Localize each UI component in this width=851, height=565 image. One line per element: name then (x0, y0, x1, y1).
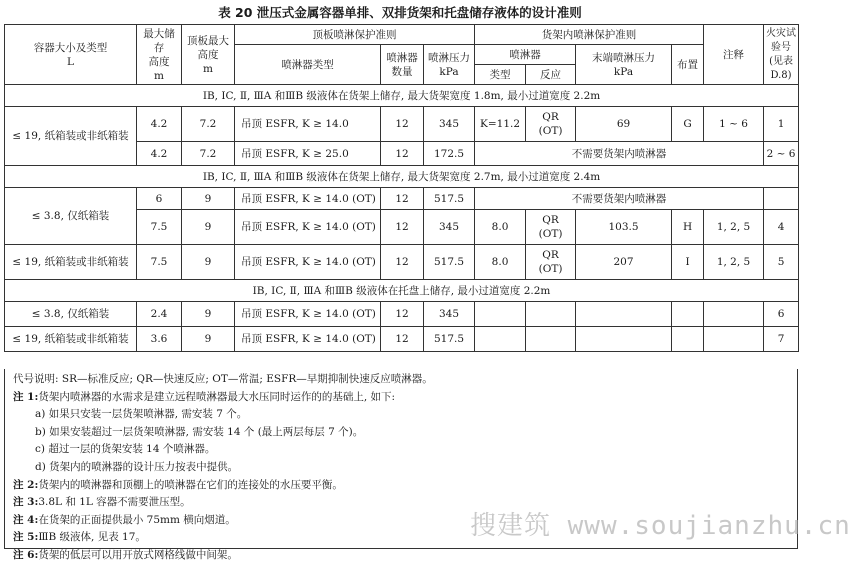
cell-sprinkler-type: 吊顶 ESFR, K ≥ 14.0 (OT) (235, 302, 381, 327)
cell-notes: 1, 2, 5 (704, 210, 764, 245)
cell-sprinkler-type: 吊顶 ESFR, K ≥ 14.0 (235, 107, 381, 142)
cell-layout (672, 327, 704, 352)
cell-height: 4.2 (137, 142, 182, 166)
cell-test: 6 (764, 302, 799, 327)
cell-rack-response (526, 302, 576, 327)
cell-height: 4.2 (137, 107, 182, 142)
cell-layout: I (672, 245, 704, 280)
cell-count: 12 (381, 327, 424, 352)
cell-rack-response: QR (OT) (526, 245, 576, 280)
cell-pressure: 345 (424, 302, 475, 327)
cell-rack-response (526, 327, 576, 352)
cell-height: 2.4 (137, 302, 182, 327)
note-label: 注 4: (13, 513, 39, 526)
cell-sprinkler-type: 吊顶 ESFR, K ≥ 14.0 (OT) (235, 188, 381, 210)
cell-layout (672, 302, 704, 327)
container-cell: ≤ 19, 纸箱装或非纸箱装 (5, 327, 137, 352)
header-rack-sprinkler: 喷淋器 (475, 45, 576, 65)
legend-note: 代号说明: SR—标准反应; QR—快速反应; OT—常温; ESFR—早期抑制快速反应喷淋器。 (13, 373, 433, 385)
cell-pressure: 345 (424, 107, 475, 142)
section-row-pallet: ⅠB, ⅠC, Ⅱ, ⅢA 和ⅢB 级液体在托盘上储存, 最小过道宽度 2.2m (5, 280, 799, 302)
cell-rack-type: 8.0 (475, 245, 526, 280)
design-criteria-table (4, 24, 799, 352)
header-rack-response: 反应 (526, 65, 576, 85)
table-row (5, 327, 799, 352)
cell-test: 7 (764, 327, 799, 352)
table-row (5, 302, 799, 327)
cell-end-pressure: 103.5 (576, 210, 672, 245)
note-label: 注 6: (13, 548, 39, 561)
cell-pressure: 517.5 (424, 327, 475, 352)
container-cell: ≤ 3.8, 仅纸箱装 (5, 188, 137, 245)
table-title: 表 20 泄压式金属容器单排、双排货架和托盘储存液体的设计准则 (218, 5, 582, 20)
header-notes: 注释 (704, 25, 764, 85)
header-rack-group: 货架内喷淋保护准则 (475, 25, 704, 45)
cell-height: 3.6 (137, 327, 182, 352)
cell-end-pressure (576, 302, 672, 327)
cell-notes: 1, 2, 5 (704, 245, 764, 280)
header-rack-type: 类型 (475, 65, 526, 85)
cell-test: 5 (764, 245, 799, 280)
cell-count: 12 (381, 142, 424, 166)
cell-test: 1 (764, 107, 799, 142)
cell-ceiling: 9 (182, 302, 235, 327)
note-text: 货架内的喷淋器和顶棚上的喷淋器在它们的连接处的水压要平衡。 (38, 478, 343, 491)
header-sprinkler-type: 喷淋器类型 (235, 45, 381, 85)
cell-end-pressure (576, 327, 672, 352)
section-row-rack-2-7m: ⅠB, ⅠC, Ⅱ, ⅢA 和ⅢB 级液体在货架上储存, 最大货架宽度 2.7m, 最小过道宽度 2.4m (5, 166, 799, 188)
header-ceiling-group: 顶板喷淋保护准则 (235, 25, 475, 45)
cell-notes (704, 302, 764, 327)
header-sprinkler-pressure: 喷淋压力 kPa (424, 45, 475, 85)
table-row (5, 245, 799, 280)
cell-rack-response: QR (OT) (526, 210, 576, 245)
cell-rack-response: QR (OT) (526, 107, 576, 142)
header-fire-test: 火灾试验号 (见表 D.8) (764, 25, 799, 85)
cell-sprinkler-type: 吊顶 ESFR, K ≥ 14.0 (OT) (235, 245, 381, 280)
note-text: 货架的低层可以用开放式网格线做中间架。 (38, 548, 238, 561)
header-container: 容器大小及类型 L (5, 25, 137, 85)
cell-sprinkler-type: 吊顶 ESFR, K ≥ 25.0 (235, 142, 381, 166)
cell-layout: H (672, 210, 704, 245)
cell-ceiling: 9 (182, 210, 235, 245)
cell-rack-type: 8.0 (475, 210, 526, 245)
note-1d: d) 货架内的喷淋器的设计压力按表中提供。 (35, 460, 239, 473)
cell-end-pressure: 69 (576, 107, 672, 142)
cell-rack-type (475, 327, 526, 352)
cell-height: 6 (137, 188, 182, 210)
cell-rack-type: K=11.2 (475, 107, 526, 142)
cell-notes: 2 ~ 6 (764, 142, 799, 166)
cell-rack-type (475, 302, 526, 327)
cell-ceiling: 7.2 (182, 142, 235, 166)
header-end-pressure: 末端喷淋压力 kPa (576, 45, 672, 85)
cell-pressure: 517.5 (424, 188, 475, 210)
cell-pressure: 517.5 (424, 245, 475, 280)
cell-pressure: 172.5 (424, 142, 475, 166)
cell-rack-none: 不需要货架内喷淋器 (475, 142, 764, 166)
cell-notes: 1 ~ 6 (704, 107, 764, 142)
watermark: 搜建筑 www.soujianzhu.cn (470, 511, 851, 541)
cell-count: 12 (381, 107, 424, 142)
cell-height: 7.5 (137, 210, 182, 245)
note-text: 3.8L 和 1L 容器不需要泄压型。 (38, 496, 191, 509)
cell-rack-none: 不需要货架内喷淋器 (475, 188, 764, 210)
note-2 (13, 477, 789, 495)
note-1a: a) 如果只安装一层货架喷淋器, 需安装 7 个。 (35, 408, 248, 421)
cell-notes (764, 188, 799, 210)
cell-sprinkler-type: 吊顶 ESFR, K ≥ 14.0 (OT) (235, 210, 381, 245)
note-6 (13, 547, 789, 565)
note-text: 在货架的正面提供最小 75mm 横向烟道。 (38, 513, 236, 526)
cell-end-pressure: 207 (576, 245, 672, 280)
note-label: 注 5: (13, 531, 39, 544)
note-label: 注 3: (13, 496, 39, 509)
header-sprinkler-count: 喷淋器 数量 (381, 45, 424, 85)
container-cell: ≤ 19, 纸箱装或非纸箱装 (5, 107, 137, 166)
header-layout: 布置 (672, 45, 704, 85)
note-1c: c) 超过一层的货架安装 14 个喷淋器。 (35, 443, 216, 456)
note-text: ⅢB 级液体, 见表 17。 (38, 531, 146, 544)
table-row (5, 188, 799, 210)
section-row-rack-1-8m: ⅠB, ⅠC, Ⅱ, ⅢA 和ⅢB 级液体在货架上储存, 最大货架宽度 1.8m, 最小过道宽度 2.2m (5, 85, 799, 107)
table-row (5, 107, 799, 142)
cell-height: 7.5 (137, 245, 182, 280)
note-label: 注 2: (13, 478, 39, 491)
cell-pressure: 345 (424, 210, 475, 245)
cell-layout: G (672, 107, 704, 142)
note-1 (13, 389, 789, 407)
note-text: 货架内喷淋器的水需求是建立远程喷淋器最大水压同时运作的的基础上, 如下: (38, 390, 396, 403)
cell-notes (704, 327, 764, 352)
container-cell: ≤ 3.8, 仅纸箱装 (5, 302, 137, 327)
cell-sprinkler-type: 吊顶 ESFR, K ≥ 14.0 (OT) (235, 327, 381, 352)
cell-count: 12 (381, 245, 424, 280)
note-1b: b) 如果安装超过一层货架喷淋器, 需安装 14 个 (最上两层每层 7 个)。 (35, 425, 364, 438)
note-label: 注 1: (13, 390, 39, 403)
cell-ceiling: 7.2 (182, 107, 235, 142)
cell-count: 12 (381, 188, 424, 210)
cell-ceiling: 9 (182, 327, 235, 352)
cell-ceiling: 9 (182, 188, 235, 210)
cell-count: 12 (381, 302, 424, 327)
header-max-storage-height: 最大储存 高度 m (137, 25, 182, 85)
container-cell: ≤ 19, 纸箱装或非纸箱装 (5, 245, 137, 280)
cell-count: 12 (381, 210, 424, 245)
header-max-ceiling-height: 顶板最大 高度 m (182, 25, 235, 85)
cell-ceiling: 9 (182, 245, 235, 280)
cell-test: 4 (764, 210, 799, 245)
